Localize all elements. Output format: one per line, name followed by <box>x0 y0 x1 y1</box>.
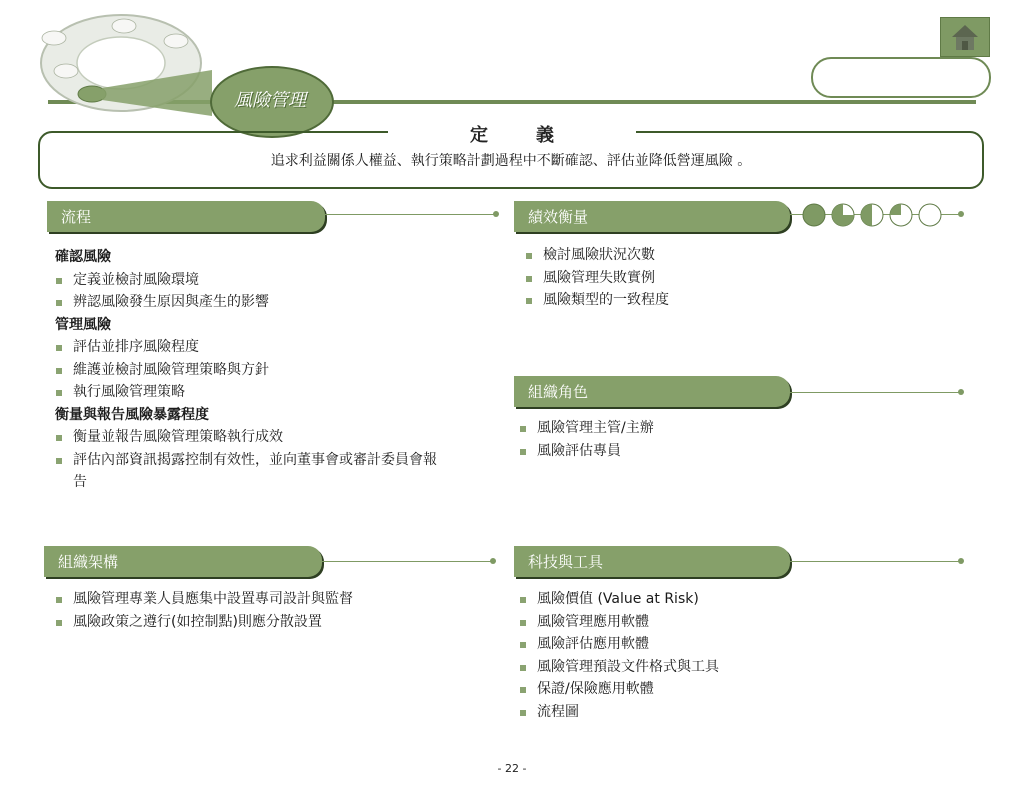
list-item: 維護並檢討風險管理策略與方針 <box>55 359 465 382</box>
harvey-ball-half <box>861 204 883 226</box>
connector-dot <box>958 558 964 564</box>
list-item: 風險管理預設文件格式與工具 <box>519 656 939 679</box>
list-heading: 衡量與報告風險暴露程度 <box>55 406 209 423</box>
list-item: 衡量並報告風險管理策略執行成效 <box>55 426 465 449</box>
list-heading: 管理風險 <box>55 316 111 333</box>
section-header-performance <box>514 201 790 232</box>
performance-list <box>525 244 925 312</box>
connector-line <box>790 561 960 562</box>
section-title: 流程 <box>61 208 92 226</box>
list-item: 檢討風險狀況次數 <box>525 244 925 267</box>
list-item: 風險管理專業人員應集中設置專司設計與監督 <box>55 588 475 611</box>
list-item: 執行風險管理策略 <box>55 381 465 404</box>
connector-line <box>790 392 960 393</box>
section-header-structure <box>44 546 322 577</box>
harvey-ball-full <box>803 204 825 226</box>
list-item: 定義並檢討風險環境 <box>55 269 465 292</box>
connector-line <box>325 214 495 215</box>
home-button[interactable] <box>940 17 990 57</box>
list-item: 流程圖 <box>519 701 939 724</box>
list-item: 評估內部資訊揭露控制有效性，並向董事會或審計委員會報告 <box>55 449 448 494</box>
list-item: 風險政策之遵行(如控制點)則應分散設置 <box>55 611 475 634</box>
process-cycle-diagram <box>36 8 216 123</box>
header-pill <box>811 57 991 98</box>
maturity-indicators <box>801 202 943 228</box>
list-heading: 確認風險 <box>55 249 111 265</box>
list-item: 辨認風險發生原因與產生的影響 <box>55 291 465 314</box>
definition-text: 追求利益關係人權益、執行策略計劃過程中不斷確認、評估並降低營運風險 。 <box>270 153 752 169</box>
section-header-roles <box>514 376 790 407</box>
section-title: 組織角色 <box>528 383 589 401</box>
list-item: 保證/保險應用軟體 <box>519 678 939 701</box>
list-item: 風險類型的一致程度 <box>525 289 925 312</box>
list-item: 評估並排序風險程度 <box>55 336 465 359</box>
list-item: 風險價值 (Value at Risk) <box>519 588 939 611</box>
list-item: 風險管理失敗實例 <box>525 267 925 290</box>
connector-dot <box>490 558 496 564</box>
process-list <box>55 246 465 494</box>
structure-list <box>55 588 475 633</box>
topic-label: 風險管理 <box>234 90 306 111</box>
list-item: 風險管理主管/主辦 <box>519 417 919 440</box>
connector-dot <box>958 211 964 217</box>
tools-list <box>519 588 939 723</box>
roles-list <box>519 417 919 462</box>
section-title: 績效衡量 <box>528 208 589 226</box>
definition-title: 定義 <box>470 125 602 146</box>
harvey-ball-three-quarter <box>832 204 854 226</box>
list-item: 風險管理應用軟體 <box>519 611 939 634</box>
harvey-ball-empty <box>919 204 941 226</box>
page-number: - 22 - <box>497 762 527 775</box>
list-item: 風險評估專員 <box>519 440 919 463</box>
connector-dot <box>958 389 964 395</box>
section-title: 科技與工具 <box>528 553 604 571</box>
section-title: 組織架構 <box>58 553 119 571</box>
home-icon <box>941 18 989 56</box>
connector-line <box>322 561 492 562</box>
list-item: 風險評估應用軟體 <box>519 633 939 656</box>
section-header-tools <box>514 546 790 577</box>
connector-dot <box>493 211 499 217</box>
section-header-process <box>47 201 325 232</box>
harvey-ball-quarter <box>890 204 912 226</box>
